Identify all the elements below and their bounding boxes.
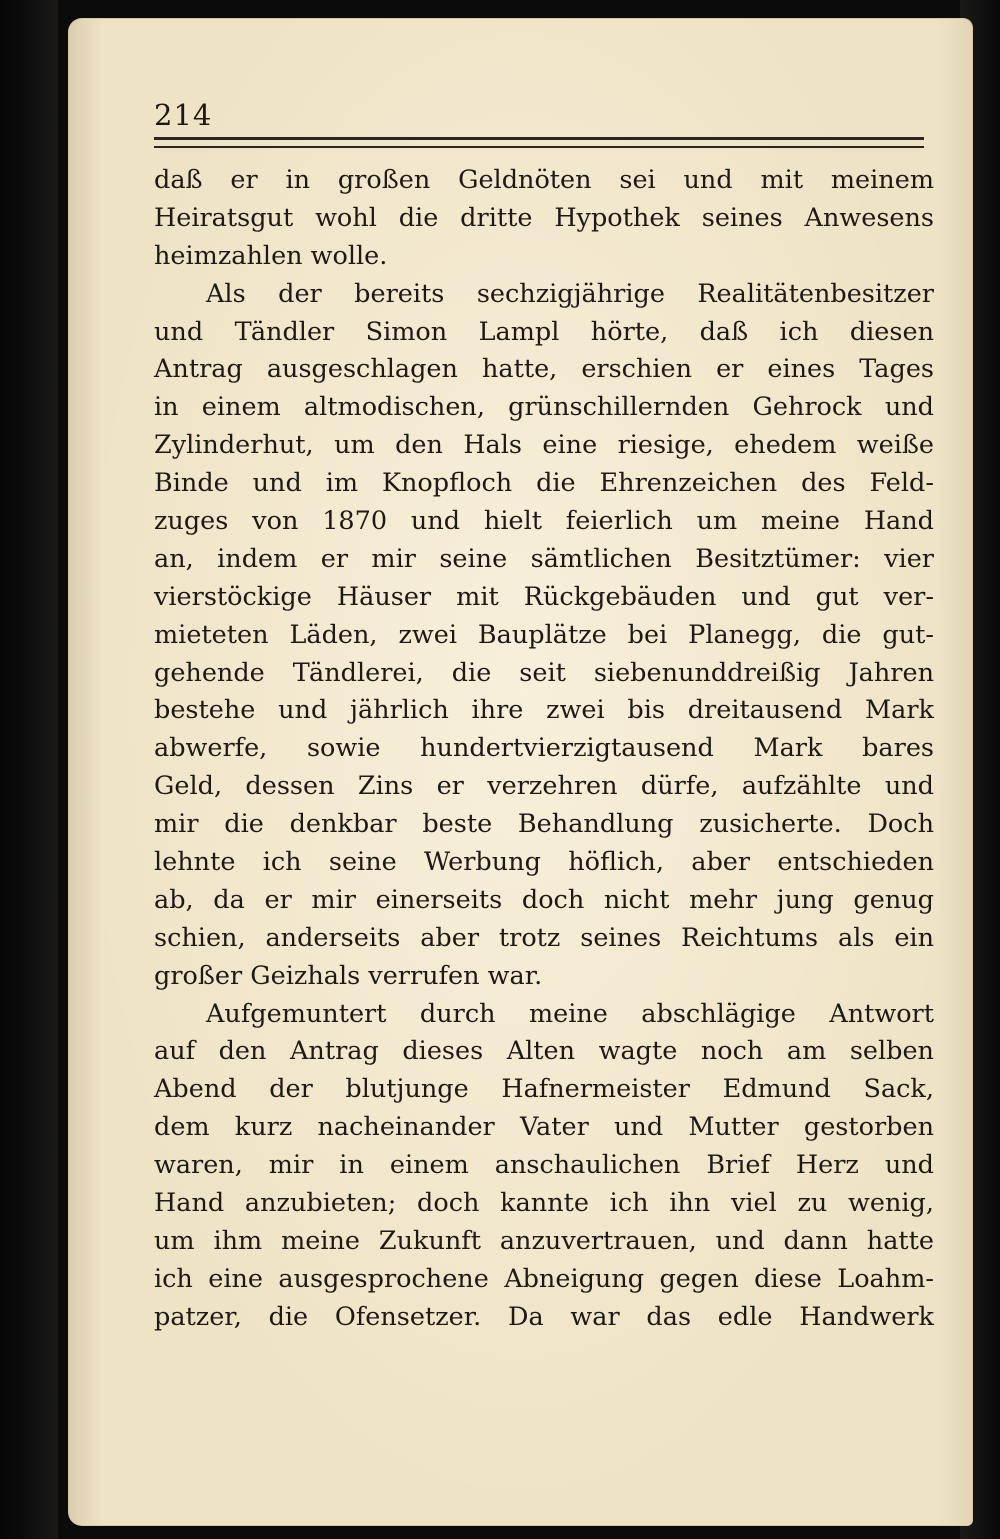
text-line: lehnte ich seine Werbung höflich, aber entschieden	[154, 847, 934, 878]
text-line: gehende Tändlerei, die seit siebenunddreißig Jahren	[154, 657, 934, 688]
page-number: 214	[154, 98, 213, 132]
text-line: Binde und im Knopfloch die Ehrenzeichen des Feld-	[154, 468, 934, 499]
text-line: mir die denkbar beste Behandlung zusicherte. Doch	[154, 809, 934, 840]
text-line: schien, anderseits aber trotz seines Reichtums als ein	[154, 922, 934, 953]
text-line: Antrag ausgeschlagen hatte, erschien er eines Tages	[154, 354, 934, 385]
text-line: an, indem er mir seine sämtlichen Besitztümer: vier	[154, 543, 934, 574]
text-line: mieteten Läden, zwei Bauplätze bei Planegg, die gut-	[154, 619, 934, 650]
header-rule	[154, 137, 924, 140]
text-line: Geld, dessen Zins er verzehren dürfe, aufzählte und	[154, 771, 934, 802]
text-line: vierstöckige Häuser mit Rückgebäuden und gut ver-	[154, 581, 934, 612]
text-line: Als der bereits sechzigjährige Realitätenbesitzer	[206, 278, 934, 309]
text-line: in einem altmodischen, grünschillernden Gehrock und	[154, 392, 934, 423]
text-line: bestehe und jährlich ihre zwei bis dreitausend Mark	[154, 695, 934, 726]
text-line: Aufgemuntert durch meine abschlägige Antwort	[206, 998, 934, 1029]
text-line: auf den Antrag dieses Alten wagte noch am selben	[154, 1036, 934, 1067]
text-line: ab, da er mir einerseits doch nicht mehr jung genug	[154, 884, 934, 915]
header-rule-secondary	[154, 146, 924, 148]
text-line: Heiratsgut wohl die dritte Hypothek seines Anwesens	[154, 202, 934, 233]
text-line: großer Geizhals verrufen war.	[154, 960, 543, 991]
text-line: Abend der blutjunge Hafnermeister Edmund Sack,	[154, 1074, 934, 1105]
text-line: heimzahlen wolle.	[154, 240, 388, 271]
text-line: um ihm meine Zukunft anzuvertrauen, und dann hatte	[154, 1225, 934, 1256]
book-spine-edge	[0, 0, 58, 1539]
text-line: ich eine ausgesprochene Abneigung gegen diese Loahm-	[154, 1263, 934, 1294]
text-line: daß er in großen Geldnöten sei und mit meinem	[154, 165, 934, 195]
text-line: Hand anzubieten; doch kannte ich ihn viel zu wenig,	[154, 1188, 934, 1219]
text-line: waren, mir in einem anschaulichen Brief Herz und	[154, 1150, 934, 1181]
page-body-text	[154, 162, 934, 1337]
text-line: abwerfe, sowie hundertvierzigtausend Mark bares	[154, 733, 934, 764]
text-line: zuges von 1870 und hielt feierlich um meine Hand	[154, 506, 934, 537]
text-line: patzer, die Ofensetzer. Da war das edle Handwerk	[154, 1301, 934, 1332]
text-line: Zylinderhut, um den Hals eine riesige, ehedem weiße	[154, 430, 934, 461]
text-line: und Tändler Simon Lampl hörte, daß ich diesen	[154, 316, 934, 347]
text-line: dem kurz nacheinander Vater und Mutter gestorben	[154, 1112, 934, 1143]
